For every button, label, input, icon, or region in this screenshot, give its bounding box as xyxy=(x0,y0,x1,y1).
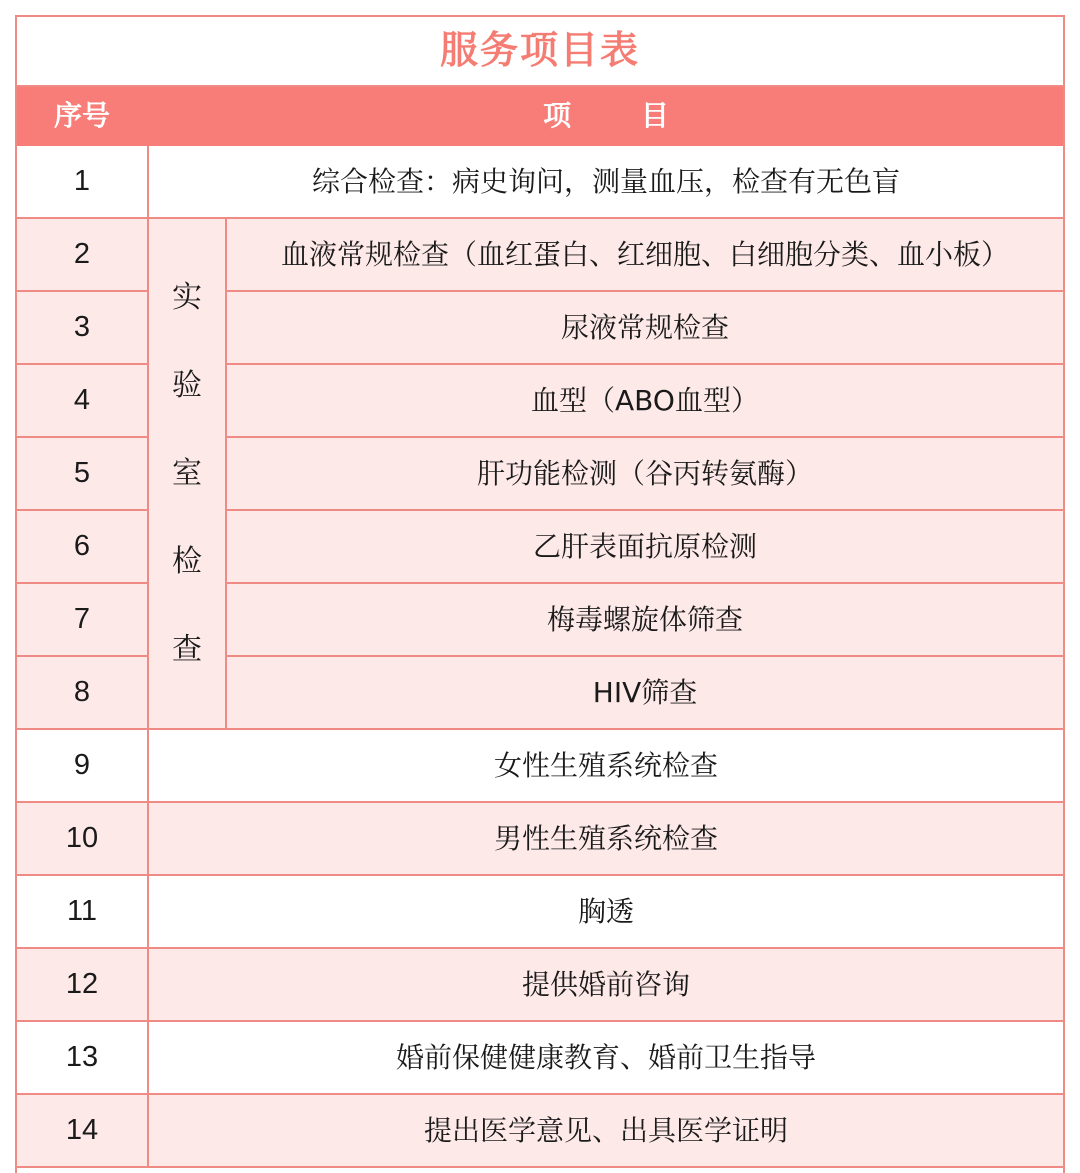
group-label-char: 验 xyxy=(172,367,202,403)
row-seq: 14 xyxy=(17,1094,148,1167)
table-row xyxy=(17,875,1063,948)
row-item: 女性生殖系统检查 xyxy=(148,729,1063,802)
table-row xyxy=(17,1021,1063,1094)
row-item: 提供婚前咨询 xyxy=(148,948,1063,1021)
table-row xyxy=(17,218,1063,291)
row-item: 乙肝表面抗原检测 xyxy=(226,510,1063,583)
table-row xyxy=(17,802,1063,875)
table-row xyxy=(17,729,1063,802)
table-header-row xyxy=(17,86,1063,145)
row-item: 胸透 xyxy=(148,875,1063,948)
row-item: 尿液常规检查 xyxy=(226,291,1063,364)
row-seq: 3 xyxy=(17,291,148,364)
row-seq: 10 xyxy=(17,802,148,875)
row-seq: 8 xyxy=(17,656,148,729)
row-seq: 11 xyxy=(17,875,148,948)
group-label-lab-tests xyxy=(148,218,226,729)
row-seq: 4 xyxy=(17,364,148,437)
service-table xyxy=(17,17,1063,1168)
table-title-row xyxy=(17,17,1063,86)
row-item: 梅毒螺旋体筛查 xyxy=(226,583,1063,656)
table-row xyxy=(17,1094,1063,1167)
header-item: 项 目 xyxy=(148,86,1063,145)
service-items-table xyxy=(15,15,1065,1173)
row-seq: 7 xyxy=(17,583,148,656)
row-item: 肝功能检测（谷丙转氨酶） xyxy=(226,437,1063,510)
row-item: 提出医学意见、出具医学证明 xyxy=(148,1094,1063,1167)
group-label-char: 实 xyxy=(172,279,202,315)
row-item: 血液常规检查（血红蛋白、红细胞、白细胞分类、血小板） xyxy=(226,218,1063,291)
row-seq: 1 xyxy=(17,145,148,218)
row-item: 男性生殖系统检查 xyxy=(148,802,1063,875)
row-seq: 6 xyxy=(17,510,148,583)
table-row xyxy=(17,145,1063,218)
table-title: 服务项目表 xyxy=(17,17,1063,86)
header-seq: 序号 xyxy=(17,86,148,145)
row-item: HIV筛查 xyxy=(226,656,1063,729)
row-seq: 9 xyxy=(17,729,148,802)
row-item: 血型（ABO血型） xyxy=(226,364,1063,437)
group-label-char: 查 xyxy=(172,631,202,667)
row-seq: 13 xyxy=(17,1021,148,1094)
row-seq: 5 xyxy=(17,437,148,510)
group-label-char: 检 xyxy=(172,543,202,579)
row-seq: 2 xyxy=(17,218,148,291)
table-row xyxy=(17,948,1063,1021)
group-label-char: 室 xyxy=(172,455,202,491)
row-item: 婚前保健健康教育、婚前卫生指导 xyxy=(148,1021,1063,1094)
row-item: 综合检查：病史询问，测量血压，检查有无色盲 xyxy=(148,145,1063,218)
row-seq: 12 xyxy=(17,948,148,1021)
